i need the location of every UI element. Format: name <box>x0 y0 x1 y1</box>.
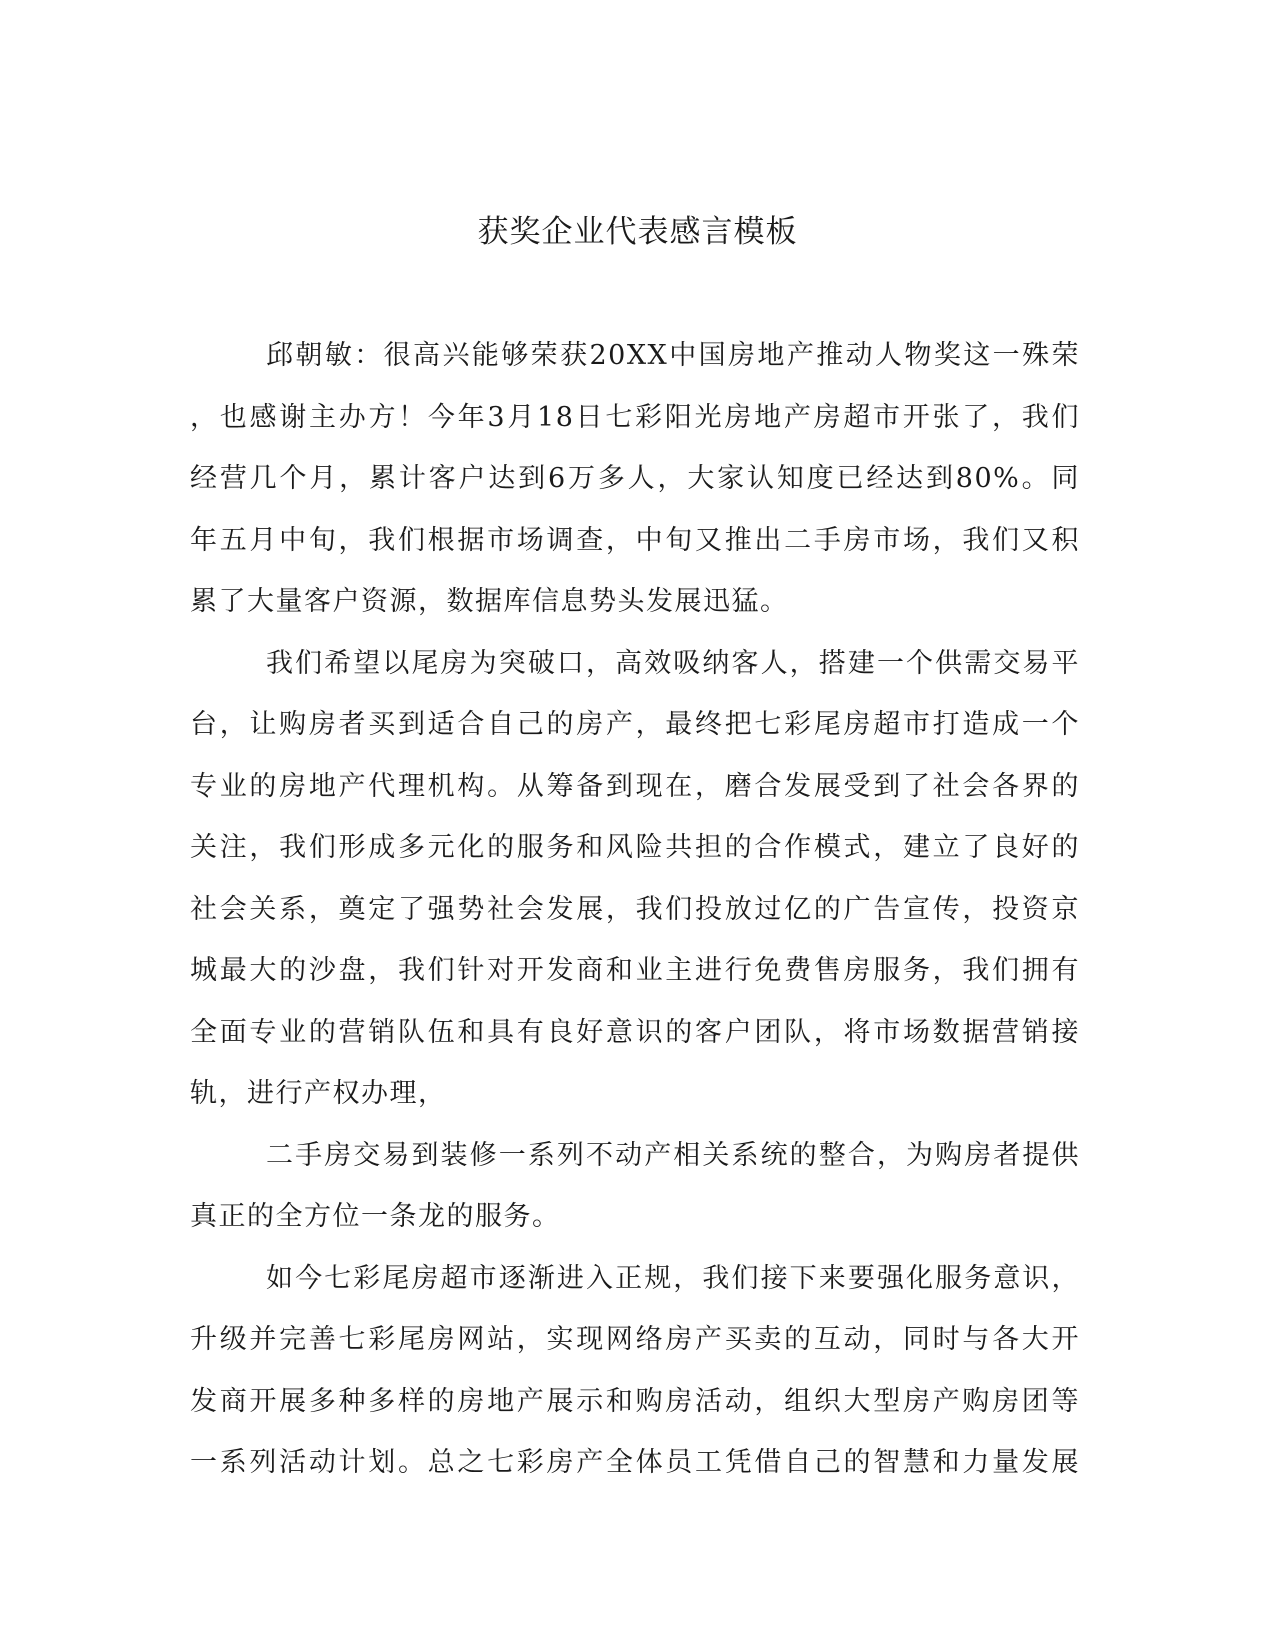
body-line: ，也感谢主办方！今年3月18日七彩阳光房地产房超市开张了，我们 <box>190 401 1080 433</box>
body-line: 经营几个月，累计客户达到6万多人，大家认知度已经达到80%。同 <box>190 463 1080 494</box>
body-line: 如今七彩尾房超市逐渐进入正规，我们接下来要强化服务意识， <box>266 1262 1080 1294</box>
document-title: 获奖企业代表感言模板 <box>477 214 798 250</box>
body-line: 邱朝敏：很高兴能够荣获20XX中国房地产推动人物奖这一殊荣 <box>266 340 1080 371</box>
document-body <box>190 325 1080 1494</box>
body-line: 社会关系，奠定了强势社会发展，我们投放过亿的广告宣传，投资京 <box>190 893 1080 925</box>
body-line: 全面专业的营销队伍和具有良好意识的客户团队，将市场数据营销接 <box>190 1016 1080 1048</box>
body-line: 一系列活动计划。总之七彩房产全体员工凭借自己的智慧和力量发展 <box>190 1447 1080 1478</box>
body-line: 真正的全方位一条龙的服务。 <box>190 1201 561 1232</box>
body-line: 城最大的沙盘，我们针对开发商和业主进行免费售房服务，我们拥有 <box>190 955 1080 986</box>
body-line: 专业的房地产代理机构。从筹备到现在，磨合发展受到了社会各界的 <box>190 770 1080 802</box>
body-line: 累了大量客户资源，数据库信息势头发展迅猛。 <box>190 586 789 617</box>
body-line: 关注，我们形成多元化的服务和风险共担的合作模式，建立了良好的 <box>190 832 1080 863</box>
body-line: 年五月中旬，我们根据市场调查，中旬又推出二手房市场，我们又积 <box>190 524 1080 556</box>
body-line: 轨，进行产权办理， <box>190 1078 447 1109</box>
body-line: 我们希望以尾房为突破口，高效吸纳客人，搭建一个供需交易平 <box>266 647 1080 679</box>
body-line: 发商开展多种多样的房地产展示和购房活动，组织大型房产购房团等 <box>190 1385 1080 1417</box>
body-line: 升级并完善七彩尾房网站，实现网络房产买卖的互动，同时与各大开 <box>190 1324 1080 1355</box>
body-line: 二手房交易到装修一系列不动产相关系统的整合，为购房者提供 <box>266 1139 1080 1171</box>
body-line: 台，让购房者买到适合自己的房产，最终把七彩尾房超市打造成一个 <box>190 709 1080 740</box>
